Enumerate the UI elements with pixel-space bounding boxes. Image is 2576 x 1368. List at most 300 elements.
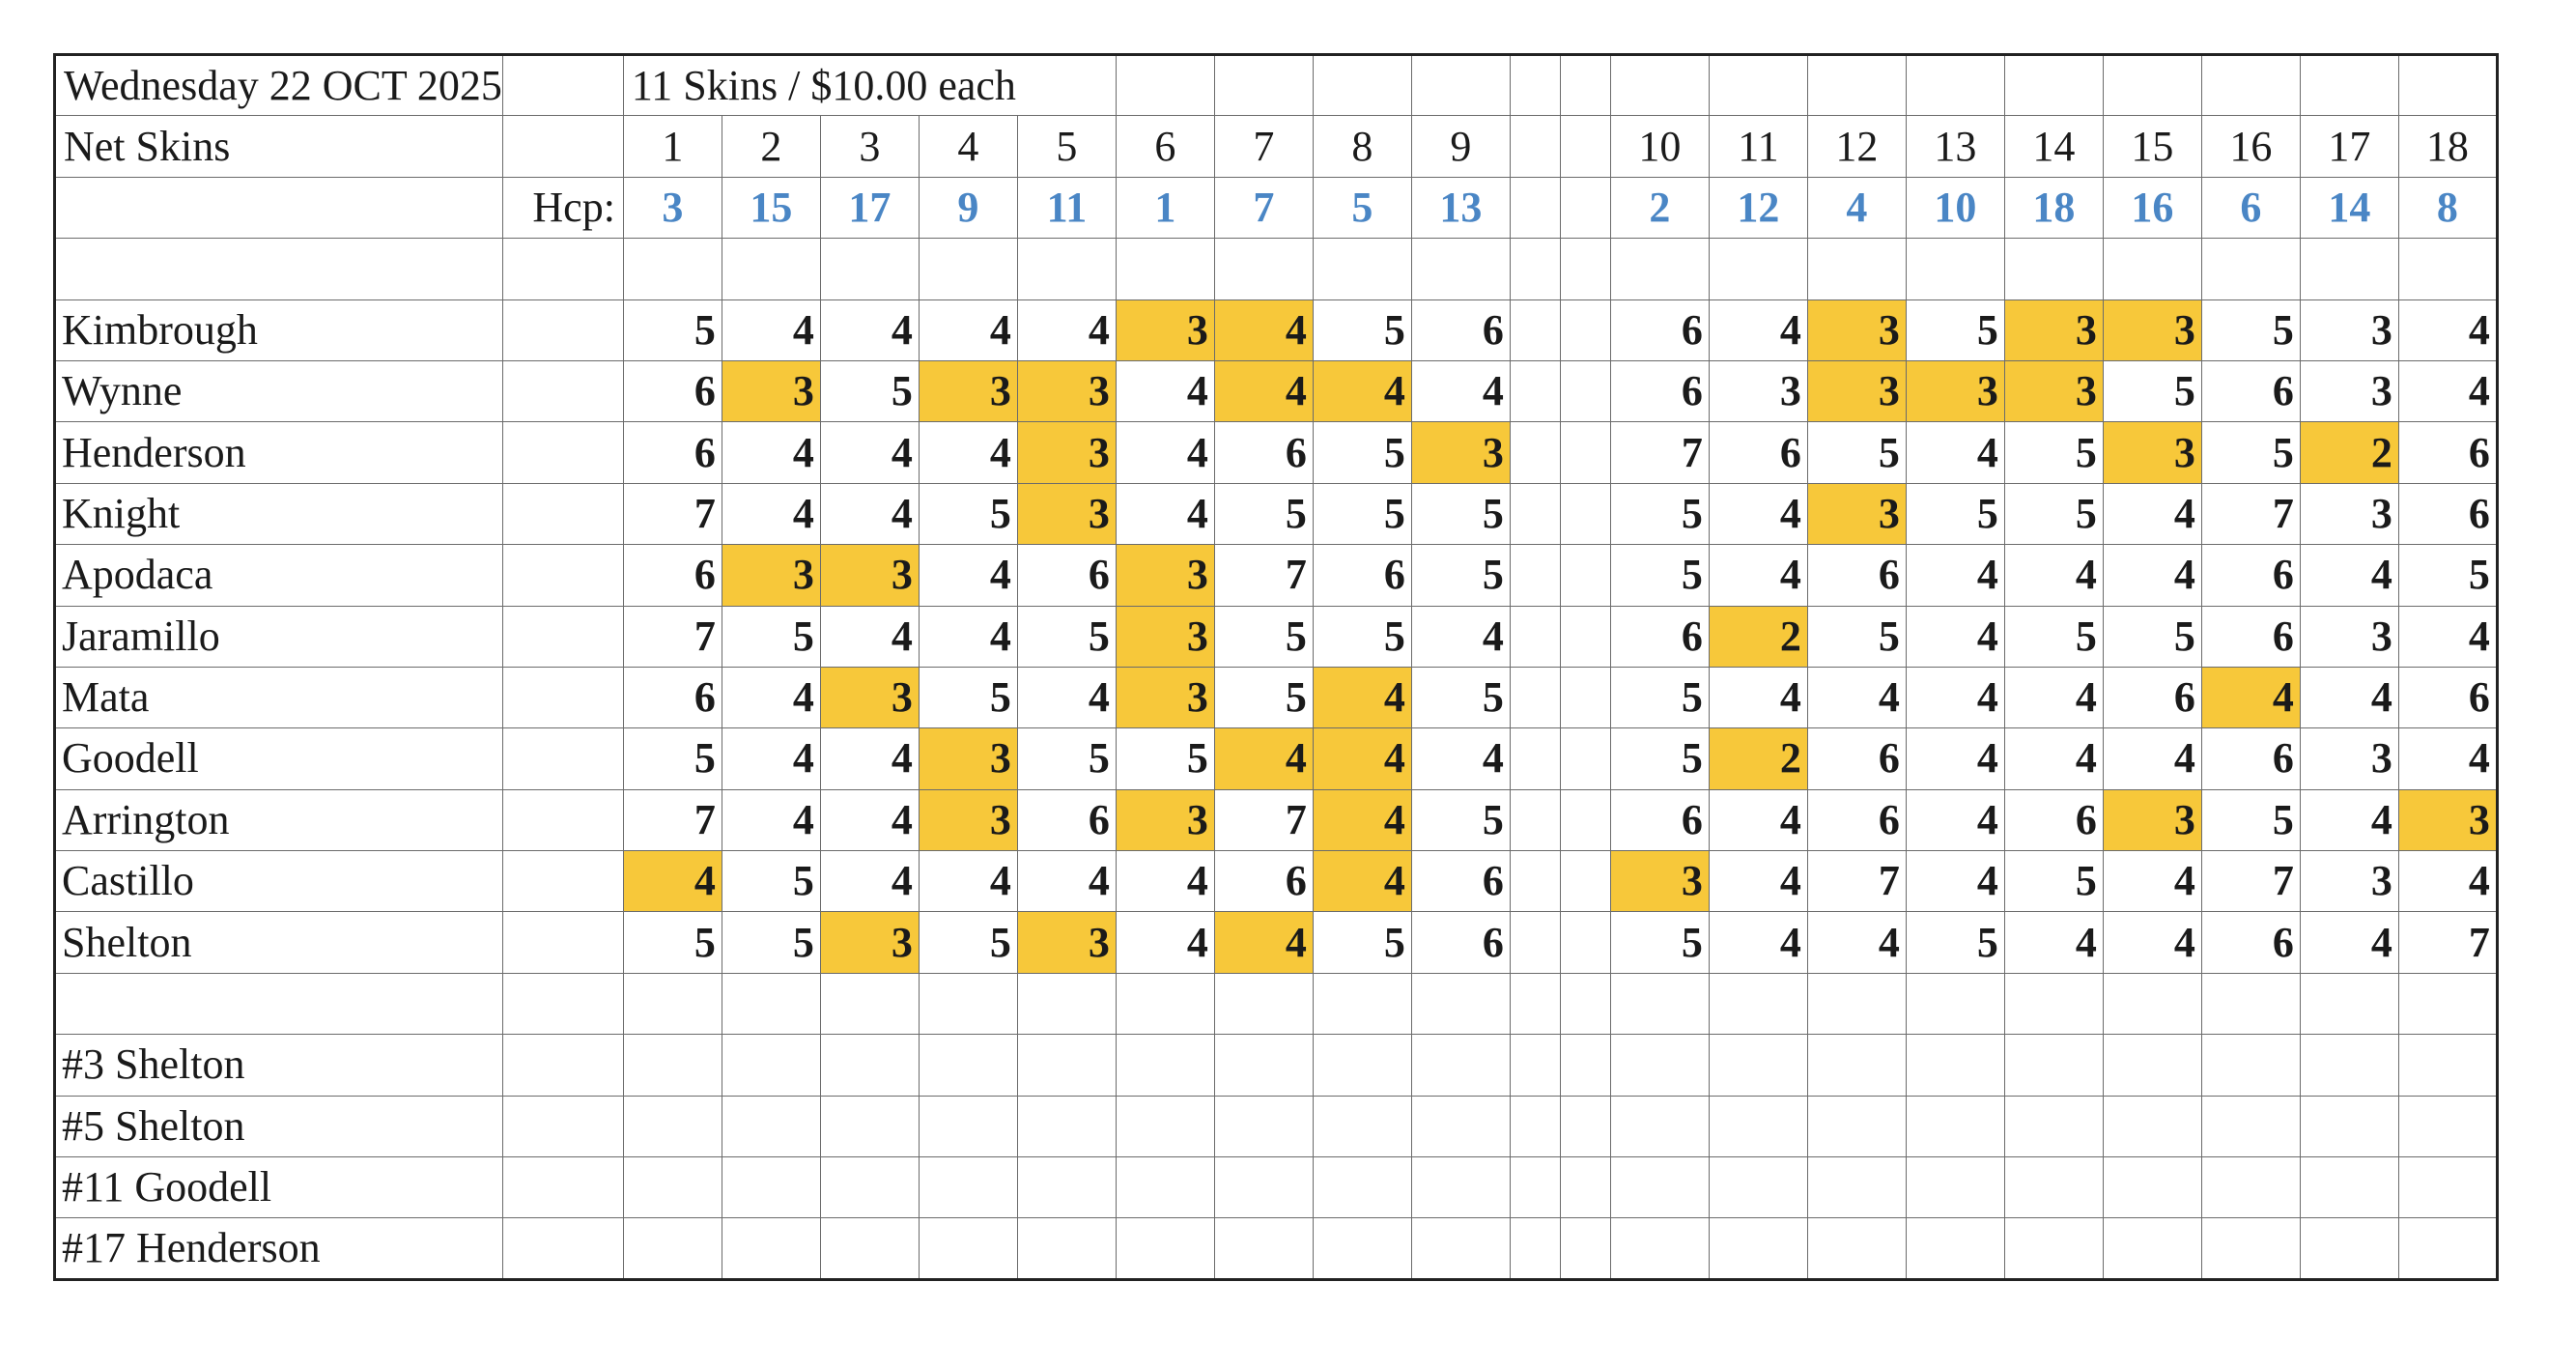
score-cell: 4 [2300, 789, 2398, 850]
score-cell: 6 [2398, 422, 2497, 483]
gap-cell [1560, 116, 1610, 177]
blank-cell [2300, 1096, 2398, 1156]
hole-number: 13 [1906, 116, 2004, 177]
blank-cell [502, 789, 623, 850]
blank-cell [820, 239, 919, 299]
winner-row [55, 1218, 2498, 1279]
score-cell: 4 [2103, 728, 2201, 789]
hole-number-row [55, 116, 2498, 177]
winner-row [55, 1096, 2498, 1156]
blank-cell [2103, 1157, 2201, 1218]
score-cell: 5 [1906, 483, 2004, 544]
gap-cell [1510, 422, 1560, 483]
blank-cell [502, 912, 623, 973]
score-cell: 5 [1313, 912, 1411, 973]
player-row [55, 728, 2498, 789]
score-cell: 4 [1906, 667, 2004, 727]
score-cell: 6 [623, 360, 722, 421]
hole-handicap: 4 [1807, 177, 1906, 238]
score-cell-low: 3 [919, 360, 1017, 421]
blank-cell [1214, 55, 1313, 116]
score-cell-low: 3 [722, 360, 820, 421]
score-cell: 7 [623, 789, 722, 850]
score-cell: 7 [1214, 545, 1313, 606]
blank-cell [722, 1218, 820, 1279]
score-cell: 4 [2004, 728, 2103, 789]
blank-cell [1411, 1218, 1510, 1279]
hole-handicap: 7 [1214, 177, 1313, 238]
score-cell: 4 [919, 606, 1017, 667]
score-cell-low: 3 [1807, 360, 1906, 421]
blank-cell [1411, 1157, 1510, 1218]
blank-cell [1116, 1096, 1214, 1156]
score-cell: 4 [1906, 728, 2004, 789]
score-cell: 4 [722, 483, 820, 544]
hole-number: 2 [722, 116, 820, 177]
score-cell: 6 [1411, 912, 1510, 973]
gap-cell [1510, 1035, 1560, 1096]
gap-cell [1510, 545, 1560, 606]
score-cell: 5 [1411, 545, 1510, 606]
score-cell: 4 [1906, 545, 2004, 606]
gap-cell [1510, 1157, 1560, 1218]
score-cell-low: 4 [1214, 299, 1313, 360]
blank-cell [55, 973, 503, 1034]
blank-cell [1610, 1096, 1709, 1156]
score-cell: 4 [1411, 606, 1510, 667]
score-cell: 7 [623, 483, 722, 544]
score-cell: 4 [1116, 483, 1214, 544]
score-cell: 4 [820, 728, 919, 789]
score-cell: 6 [1807, 789, 1906, 850]
hole-number: 4 [919, 116, 1017, 177]
score-cell-low: 3 [820, 912, 919, 973]
blank-cell [1116, 1157, 1214, 1218]
score-cell: 4 [2103, 545, 2201, 606]
score-cell-low: 3 [2004, 360, 2103, 421]
score-cell: 5 [1313, 299, 1411, 360]
blank-cell [1116, 55, 1214, 116]
skin-winner: #11 Goodell [55, 1157, 503, 1218]
skin-winner: #17 Henderson [55, 1218, 503, 1279]
score-cell: 5 [722, 912, 820, 973]
blank-cell [2300, 1218, 2398, 1279]
blank-cell [722, 239, 820, 299]
game-label: Net Skins [55, 116, 503, 177]
score-cell-low: 3 [1807, 299, 1906, 360]
score-cell: 4 [1116, 422, 1214, 483]
player-name: Kimbrough [55, 299, 503, 360]
score-cell: 4 [919, 299, 1017, 360]
blank-cell [919, 1096, 1017, 1156]
gap-cell [1560, 483, 1610, 544]
blank-cell [55, 239, 503, 299]
score-cell-low: 4 [2201, 667, 2300, 727]
score-cell: 3 [2300, 851, 2398, 912]
score-cell: 4 [1906, 422, 2004, 483]
score-cell: 5 [2201, 422, 2300, 483]
gap-cell [1560, 728, 1610, 789]
score-cell-low: 3 [1610, 851, 1709, 912]
gap-cell [1510, 728, 1560, 789]
blank-cell [722, 1157, 820, 1218]
blank-cell [2201, 973, 2300, 1034]
gap-cell [1560, 177, 1610, 238]
blank-cell [1313, 55, 1411, 116]
score-cell: 6 [1610, 789, 1709, 850]
blank-cell [1214, 1035, 1313, 1096]
score-cell: 4 [919, 545, 1017, 606]
blank-cell [502, 973, 623, 1034]
blank-cell [1510, 55, 1560, 116]
blank-cell [1214, 239, 1313, 299]
score-cell: 6 [1214, 422, 1313, 483]
hole-handicap: 11 [1017, 177, 1116, 238]
score-cell-low: 3 [1116, 667, 1214, 727]
score-cell: 6 [1610, 299, 1709, 360]
handicap-row [55, 177, 2498, 238]
score-cell: 5 [1214, 483, 1313, 544]
blank-cell [1610, 1157, 1709, 1218]
blank-cell [1709, 1096, 1807, 1156]
score-cell: 5 [1017, 728, 1116, 789]
player-name: Apodaca [55, 545, 503, 606]
hole-handicap: 9 [919, 177, 1017, 238]
hole-handicap: 18 [2004, 177, 2103, 238]
gap-cell [1560, 973, 1610, 1034]
gap-cell [1560, 299, 1610, 360]
blank-cell [2300, 1157, 2398, 1218]
blank-cell [1116, 1218, 1214, 1279]
blank-cell [2201, 55, 2300, 116]
blank-cell [1709, 239, 1807, 299]
score-cell: 5 [1017, 606, 1116, 667]
player-name: Shelton [55, 912, 503, 973]
score-cell: 4 [2398, 360, 2497, 421]
blank-cell [2300, 1035, 2398, 1096]
blank-cell [1214, 973, 1313, 1034]
score-cell-low: 3 [820, 667, 919, 727]
blank-cell [1411, 1035, 1510, 1096]
gap-cell [1510, 851, 1560, 912]
blank-cell [2103, 973, 2201, 1034]
blank-cell [1017, 973, 1116, 1034]
score-cell-low: 3 [1017, 360, 1116, 421]
gap-cell [1560, 239, 1610, 299]
score-cell: 5 [1411, 667, 1510, 727]
score-cell: 4 [2300, 912, 2398, 973]
score-cell: 4 [2103, 851, 2201, 912]
score-cell: 3 [2300, 299, 2398, 360]
blank-cell [820, 1096, 919, 1156]
blank-cell [2004, 239, 2103, 299]
score-cell: 5 [1610, 483, 1709, 544]
player-row [55, 422, 2498, 483]
score-cell-low: 3 [820, 545, 919, 606]
score-cell: 4 [1116, 851, 1214, 912]
blank-cell [502, 1157, 623, 1218]
score-cell: 4 [2300, 667, 2398, 727]
gap-cell [1510, 483, 1560, 544]
blank-cell [919, 973, 1017, 1034]
score-cell: 7 [1610, 422, 1709, 483]
hole-handicap: 14 [2300, 177, 2398, 238]
score-cell-low: 2 [2300, 422, 2398, 483]
score-cell: 5 [2398, 545, 2497, 606]
score-cell: 4 [820, 299, 919, 360]
gap-cell [1510, 1096, 1560, 1156]
gap-cell [1510, 667, 1560, 727]
score-cell: 6 [623, 667, 722, 727]
hole-handicap: 1 [1116, 177, 1214, 238]
score-cell: 4 [2398, 606, 2497, 667]
score-cell: 5 [722, 606, 820, 667]
hole-number: 12 [1807, 116, 1906, 177]
blank-cell [2398, 1157, 2497, 1218]
score-cell-low: 4 [1214, 360, 1313, 421]
score-cell: 4 [1906, 851, 2004, 912]
gap-cell [1510, 299, 1560, 360]
score-cell: 5 [1610, 728, 1709, 789]
score-cell-low: 2 [1709, 728, 1807, 789]
blank-cell [623, 239, 722, 299]
gap-cell [1510, 973, 1560, 1034]
blank-cell [2004, 55, 2103, 116]
blank-cell [2201, 1218, 2300, 1279]
score-cell: 4 [1017, 851, 1116, 912]
gap-cell [1560, 851, 1610, 912]
skins-info: 11 Skins / $10.00 each [623, 55, 1116, 116]
score-cell: 4 [1411, 728, 1510, 789]
blank-cell [2103, 1218, 2201, 1279]
blank-cell [1214, 1157, 1313, 1218]
blank-cell [502, 1035, 623, 1096]
score-cell-low: 4 [1313, 667, 1411, 727]
winner-row [55, 1035, 2498, 1096]
blank-cell [623, 1035, 722, 1096]
score-cell: 5 [1807, 606, 1906, 667]
blank-cell [2004, 973, 2103, 1034]
score-cell-low: 4 [1313, 728, 1411, 789]
blank-cell [502, 360, 623, 421]
blank-cell [1411, 973, 1510, 1034]
gap-cell [1560, 1035, 1610, 1096]
blank-cell [1807, 1096, 1906, 1156]
hole-handicap: 2 [1610, 177, 1709, 238]
gap-cell [1560, 422, 1610, 483]
score-cell-low: 3 [1017, 483, 1116, 544]
blank-cell [1313, 1157, 1411, 1218]
score-cell: 6 [623, 545, 722, 606]
blank-cell [1610, 55, 1709, 116]
gap-cell [1560, 606, 1610, 667]
blank-cell [623, 1157, 722, 1218]
blank-cell [1906, 55, 2004, 116]
score-cell-low: 3 [1807, 483, 1906, 544]
score-cell: 5 [1906, 912, 2004, 973]
score-cell-low: 4 [623, 851, 722, 912]
title-row [55, 55, 2498, 116]
hole-number: 6 [1116, 116, 1214, 177]
player-name: Goodell [55, 728, 503, 789]
blank-cell [1116, 239, 1214, 299]
score-cell: 5 [2103, 360, 2201, 421]
score-cell: 6 [1017, 789, 1116, 850]
score-cell: 6 [2103, 667, 2201, 727]
score-cell: 4 [722, 299, 820, 360]
score-cell: 4 [2004, 667, 2103, 727]
score-cell: 6 [1610, 606, 1709, 667]
blank-cell [1411, 55, 1510, 116]
score-cell: 5 [2004, 422, 2103, 483]
score-cell: 4 [1709, 851, 1807, 912]
blank-cell [1610, 973, 1709, 1034]
score-cell: 3 [1709, 360, 1807, 421]
score-cell: 5 [1214, 667, 1313, 727]
player-name: Henderson [55, 422, 503, 483]
score-cell: 6 [1709, 422, 1807, 483]
score-cell: 7 [1807, 851, 1906, 912]
blank-cell [2004, 1096, 2103, 1156]
hole-number: 18 [2398, 116, 2497, 177]
blank-cell [1017, 1035, 1116, 1096]
blank-cell [1116, 1035, 1214, 1096]
blank-cell [2004, 1035, 2103, 1096]
blank-cell [2201, 1157, 2300, 1218]
gap-cell [1510, 116, 1560, 177]
blank-cell [1709, 1157, 1807, 1218]
score-cell-low: 2 [1709, 606, 1807, 667]
hole-handicap: 17 [820, 177, 919, 238]
score-cell-low: 4 [1313, 851, 1411, 912]
score-cell: 5 [722, 851, 820, 912]
date-label: Wednesday 22 OCT 2025 [55, 55, 503, 116]
gap-cell [1560, 912, 1610, 973]
blank-cell [502, 239, 623, 299]
blank-cell [919, 1157, 1017, 1218]
hole-handicap: 6 [2201, 177, 2300, 238]
gap-cell [1510, 360, 1560, 421]
gap-cell [1510, 912, 1560, 973]
blank-cell [502, 851, 623, 912]
score-cell: 4 [1709, 483, 1807, 544]
blank-cell [2004, 1157, 2103, 1218]
blank-cell [2300, 239, 2398, 299]
score-cell-low: 3 [1411, 422, 1510, 483]
player-row [55, 789, 2498, 850]
score-cell: 6 [623, 422, 722, 483]
score-cell: 5 [1214, 606, 1313, 667]
score-cell: 4 [1709, 545, 1807, 606]
score-cell: 4 [2004, 912, 2103, 973]
score-cell: 6 [2201, 912, 2300, 973]
hole-number: 5 [1017, 116, 1116, 177]
score-cell-low: 3 [919, 789, 1017, 850]
score-cell: 4 [1709, 299, 1807, 360]
blank-cell [2103, 55, 2201, 116]
blank-cell [1709, 973, 1807, 1034]
blank-cell [502, 606, 623, 667]
score-cell: 4 [1709, 667, 1807, 727]
blank-cell [1709, 1218, 1807, 1279]
blank-cell [722, 1035, 820, 1096]
blank-cell [1807, 55, 1906, 116]
score-cell: 4 [820, 483, 919, 544]
gap-cell [1560, 789, 1610, 850]
gap-cell [1560, 667, 1610, 727]
score-cell: 7 [2201, 483, 2300, 544]
score-cell: 5 [1313, 483, 1411, 544]
player-name: Jaramillo [55, 606, 503, 667]
score-cell: 4 [820, 422, 919, 483]
table-body [55, 55, 2498, 1280]
blank-cell [623, 1096, 722, 1156]
gap-cell [1560, 545, 1610, 606]
blank-cell [623, 1218, 722, 1279]
blank-cell [1807, 973, 1906, 1034]
score-cell: 3 [2300, 728, 2398, 789]
blank-cell [1807, 239, 1906, 299]
blank-cell [1906, 239, 2004, 299]
blank-cell [1610, 239, 1709, 299]
score-cell: 4 [1807, 667, 1906, 727]
player-row [55, 851, 2498, 912]
score-cell: 6 [2201, 606, 2300, 667]
skins-score-table [53, 53, 2499, 1281]
score-cell: 5 [1313, 422, 1411, 483]
score-cell: 6 [1807, 728, 1906, 789]
player-name: Arrington [55, 789, 503, 850]
hole-handicap: 15 [722, 177, 820, 238]
score-cell: 5 [1610, 667, 1709, 727]
gap-cell [1560, 1218, 1610, 1279]
score-cell: 5 [1313, 606, 1411, 667]
score-cell: 4 [1116, 360, 1214, 421]
score-cell: 4 [1709, 912, 1807, 973]
score-cell: 5 [623, 299, 722, 360]
score-cell: 3 [2300, 360, 2398, 421]
hole-handicap: 3 [623, 177, 722, 238]
score-cell: 3 [2300, 483, 2398, 544]
score-cell-low: 3 [2103, 299, 2201, 360]
blank-cell [1610, 1218, 1709, 1279]
hole-number: 11 [1709, 116, 1807, 177]
score-cell-low: 4 [1214, 728, 1313, 789]
player-name: Mata [55, 667, 503, 727]
blank-cell [623, 973, 722, 1034]
score-cell: 5 [1116, 728, 1214, 789]
score-cell-low: 3 [1116, 299, 1214, 360]
score-cell-low: 3 [722, 545, 820, 606]
score-cell: 4 [820, 851, 919, 912]
score-cell: 5 [919, 912, 1017, 973]
score-cell: 5 [2201, 789, 2300, 850]
blank-cell [1017, 1157, 1116, 1218]
score-cell: 6 [1807, 545, 1906, 606]
blank-cell [820, 1035, 919, 1096]
skin-winner: #3 Shelton [55, 1035, 503, 1096]
score-cell: 5 [1906, 299, 2004, 360]
blank-cell [2398, 239, 2497, 299]
score-cell: 5 [2201, 299, 2300, 360]
player-row [55, 912, 2498, 973]
blank-cell [722, 973, 820, 1034]
blank-cell [1313, 239, 1411, 299]
score-cell: 4 [722, 667, 820, 727]
hole-handicap: 8 [2398, 177, 2497, 238]
blank-cell [2103, 1096, 2201, 1156]
score-cell-low: 4 [1313, 789, 1411, 850]
